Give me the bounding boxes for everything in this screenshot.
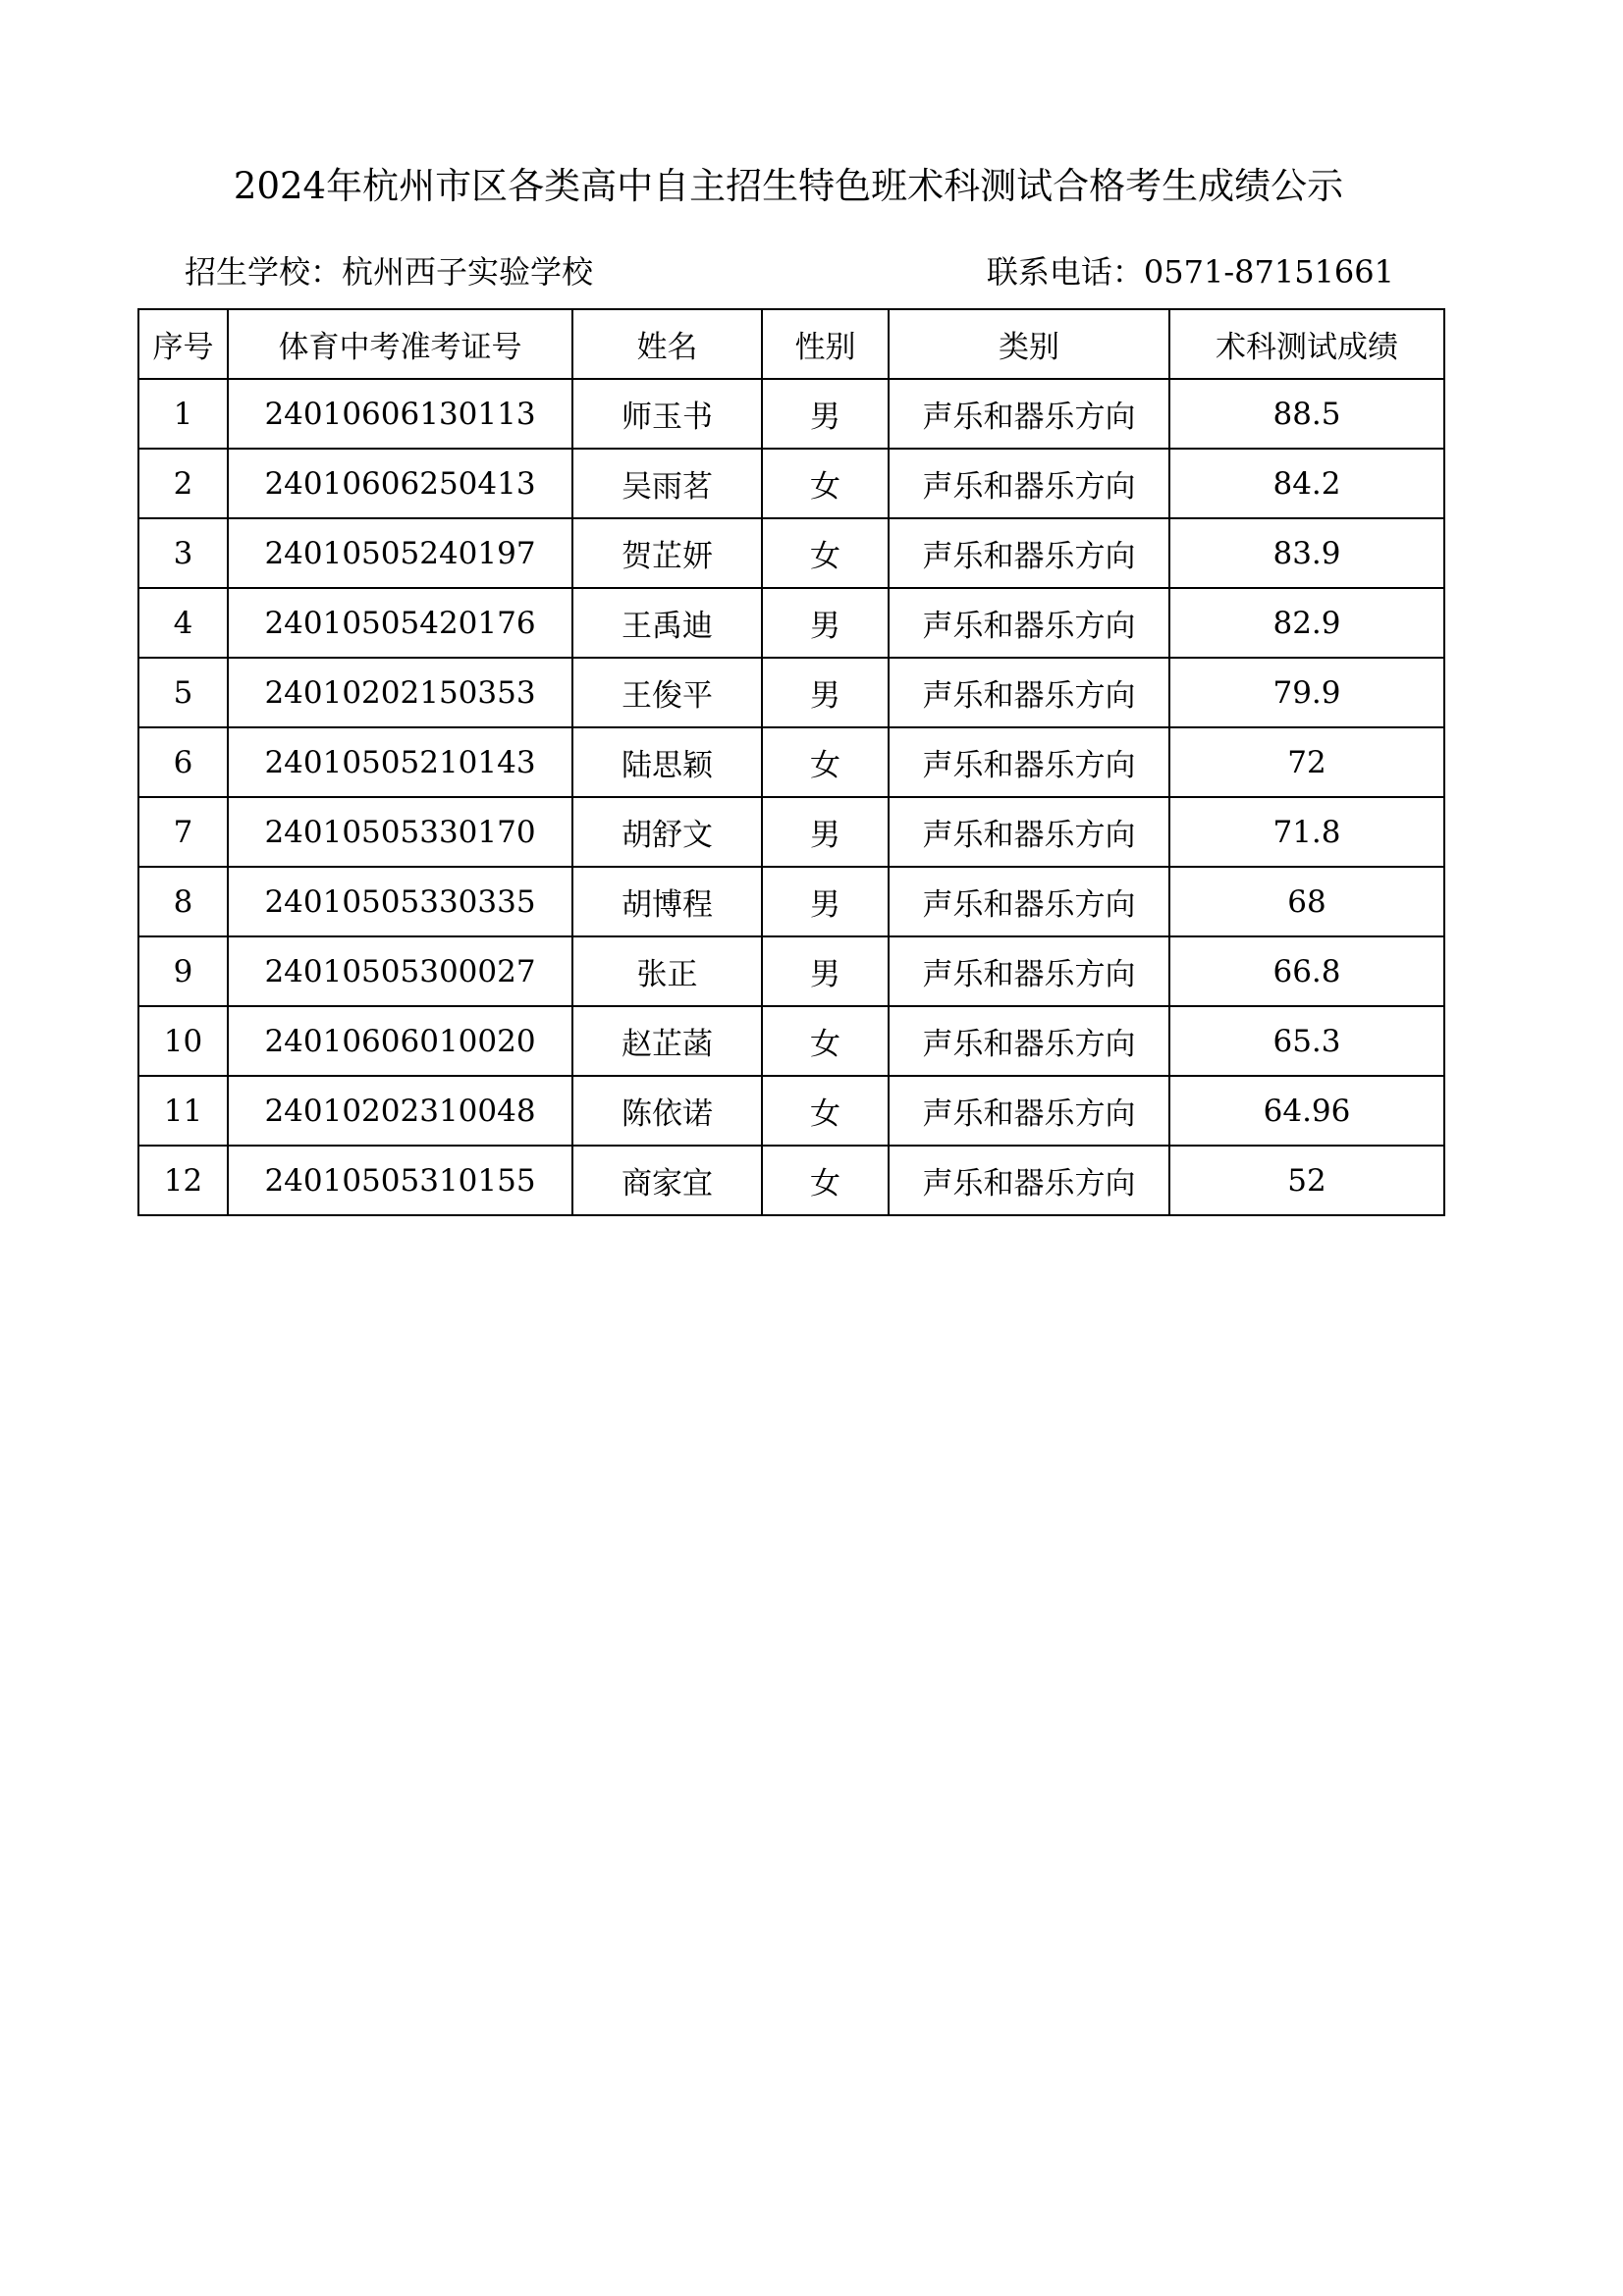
cell-category: 声乐和器乐方向 (889, 1146, 1169, 1215)
cell-name: 胡舒文 (572, 797, 762, 867)
table-row (138, 797, 1444, 867)
cell-category: 声乐和器乐方向 (889, 1006, 1169, 1076)
cell-score: 52 (1169, 1146, 1444, 1215)
cell-name: 陈依诺 (572, 1076, 762, 1146)
contact-label: 联系电话： (986, 253, 1144, 291)
cell-name: 胡博程 (572, 867, 762, 936)
cell-score: 84.2 (1169, 449, 1444, 518)
cell-score: 66.8 (1169, 936, 1444, 1006)
cell-index: 3 (138, 518, 228, 588)
cell-exam-id: 24010505330335 (228, 867, 572, 936)
table-row (138, 1146, 1444, 1215)
cell-gender: 男 (762, 797, 889, 867)
cell-category: 声乐和器乐方向 (889, 379, 1169, 449)
cell-gender: 男 (762, 867, 889, 936)
cell-gender: 女 (762, 1146, 889, 1215)
cell-score: 64.96 (1169, 1076, 1444, 1146)
cell-gender: 女 (762, 727, 889, 797)
cell-score: 82.9 (1169, 588, 1444, 658)
cell-category: 声乐和器乐方向 (889, 449, 1169, 518)
table-row (138, 379, 1444, 449)
score-table (137, 308, 1445, 1216)
table-row (138, 867, 1444, 936)
cell-score: 83.9 (1169, 518, 1444, 588)
contact-info (987, 249, 1394, 294)
cell-index: 8 (138, 867, 228, 936)
cell-category: 声乐和器乐方向 (889, 658, 1169, 727)
cell-exam-id: 24010202310048 (228, 1076, 572, 1146)
cell-exam-id: 24010505300027 (228, 936, 572, 1006)
cell-exam-id: 24010505420176 (228, 588, 572, 658)
cell-name: 商家宜 (572, 1146, 762, 1215)
cell-index: 9 (138, 936, 228, 1006)
cell-score: 68 (1169, 867, 1444, 936)
school-name: 杭州西子实验学校 (342, 253, 594, 291)
cell-exam-id: 24010202150353 (228, 658, 572, 727)
cell-category: 声乐和器乐方向 (889, 936, 1169, 1006)
cell-name: 陆思颖 (572, 727, 762, 797)
cell-score: 79.9 (1169, 658, 1444, 727)
cell-index: 11 (138, 1076, 228, 1146)
table-row (138, 449, 1444, 518)
cell-gender: 女 (762, 449, 889, 518)
school-label: 招生学校： (185, 253, 343, 291)
cell-exam-id: 24010606010020 (228, 1006, 572, 1076)
cell-index: 10 (138, 1006, 228, 1076)
header-gender: 性别 (762, 309, 889, 379)
cell-exam-id: 24010606250413 (228, 449, 572, 518)
school-info (185, 249, 593, 294)
cell-name: 吴雨茗 (572, 449, 762, 518)
header-name: 姓名 (572, 309, 762, 379)
cell-gender: 女 (762, 1006, 889, 1076)
cell-name: 贺芷妍 (572, 518, 762, 588)
table-row (138, 518, 1444, 588)
cell-index: 4 (138, 588, 228, 658)
table-header-row (138, 309, 1444, 379)
cell-name: 王禹迪 (572, 588, 762, 658)
cell-index: 12 (138, 1146, 228, 1215)
cell-score: 72 (1169, 727, 1444, 797)
cell-exam-id: 24010505310155 (228, 1146, 572, 1215)
header-score: 术科测试成绩 (1169, 309, 1444, 379)
cell-exam-id: 24010505330170 (228, 797, 572, 867)
cell-name: 张正 (572, 936, 762, 1006)
table-row (138, 727, 1444, 797)
table-row (138, 588, 1444, 658)
cell-name: 赵芷菡 (572, 1006, 762, 1076)
table-row (138, 1076, 1444, 1146)
cell-exam-id: 24010505210143 (228, 727, 572, 797)
cell-exam-id: 24010505240197 (228, 518, 572, 588)
cell-score: 88.5 (1169, 379, 1444, 449)
header-index: 序号 (138, 309, 228, 379)
header-category: 类别 (889, 309, 1169, 379)
cell-category: 声乐和器乐方向 (889, 867, 1169, 936)
cell-score: 71.8 (1169, 797, 1444, 867)
cell-name: 王俊平 (572, 658, 762, 727)
cell-score: 65.3 (1169, 1006, 1444, 1076)
cell-category: 声乐和器乐方向 (889, 588, 1169, 658)
cell-gender: 男 (762, 658, 889, 727)
cell-index: 5 (138, 658, 228, 727)
table-row (138, 658, 1444, 727)
cell-exam-id: 24010606130113 (228, 379, 572, 449)
header-exam-id: 体育中考准考证号 (228, 309, 572, 379)
page-title: 2024年杭州市区各类高中自主招生特色班术科测试合格考生成绩公示 (233, 165, 1344, 207)
cell-index: 2 (138, 449, 228, 518)
cell-index: 1 (138, 379, 228, 449)
cell-gender: 男 (762, 379, 889, 449)
table-row (138, 1006, 1444, 1076)
cell-category: 声乐和器乐方向 (889, 1076, 1169, 1146)
cell-name: 师玉书 (572, 379, 762, 449)
cell-index: 7 (138, 797, 228, 867)
contact-phone: 0571-87151661 (1143, 253, 1394, 291)
cell-gender: 女 (762, 518, 889, 588)
cell-gender: 男 (762, 936, 889, 1006)
table-row (138, 936, 1444, 1006)
meta-row (185, 249, 1394, 294)
cell-category: 声乐和器乐方向 (889, 518, 1169, 588)
cell-category: 声乐和器乐方向 (889, 797, 1169, 867)
cell-category: 声乐和器乐方向 (889, 727, 1169, 797)
cell-index: 6 (138, 727, 228, 797)
cell-gender: 女 (762, 1076, 889, 1146)
cell-gender: 男 (762, 588, 889, 658)
